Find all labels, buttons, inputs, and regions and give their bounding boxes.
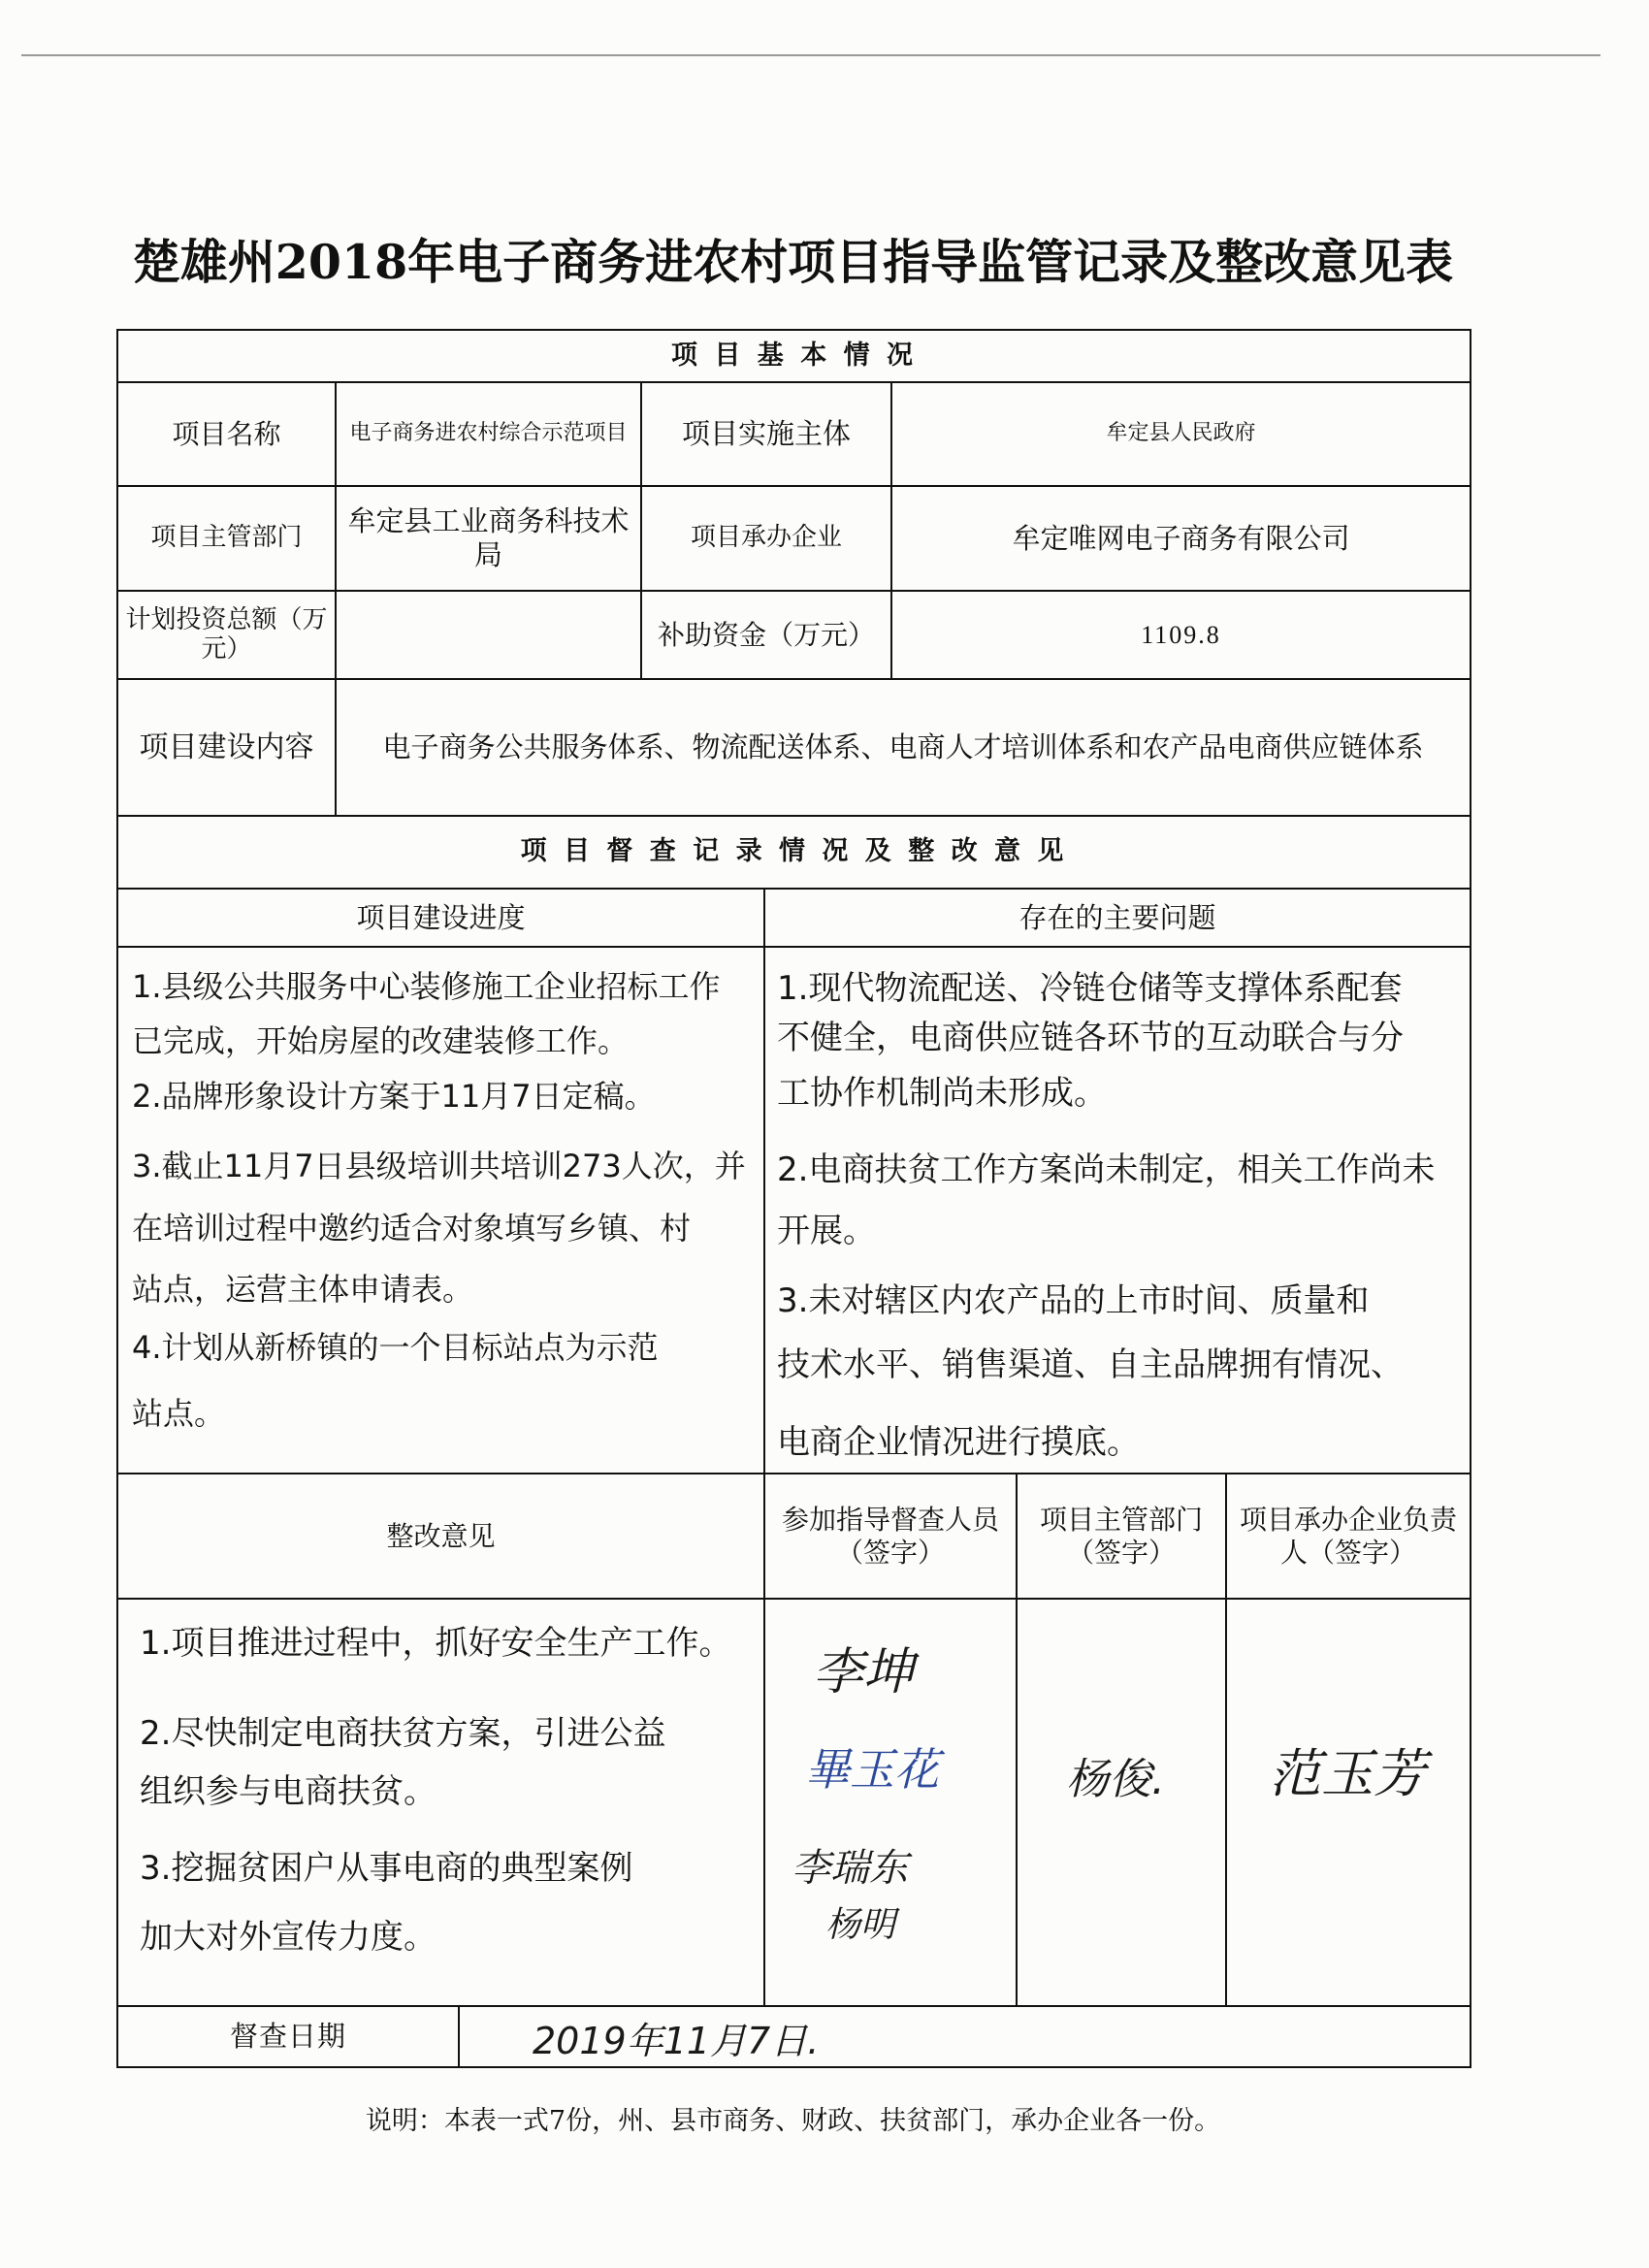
inspector-signature: 李瑞东: [792, 1846, 908, 1891]
inspectors-signatures: [765, 1600, 1018, 2007]
inspection-date-label: 督查日期: [118, 2007, 460, 2068]
department-signature: 杨俊.: [1066, 1755, 1165, 1804]
rectification-content: [118, 1600, 765, 2007]
inspector-signature: 李坤: [813, 1643, 915, 1701]
contractor-signature: 范玉芳: [1269, 1743, 1426, 1804]
rectification-line: 2.尽快制定电商扶贫方案，引进公益: [140, 1714, 666, 1753]
rectification-line: 3.挖掘贫困户从事电商的典型案例: [140, 1849, 633, 1888]
footer-note: 说明：本表一式7份，州、县市商务、财政、扶贫部门，承办企业各一份。: [365, 2106, 1221, 2136]
rectification-label: 整改意见: [118, 1474, 765, 1600]
inspectors-sign-label: 参加指导督查人员（签字）: [765, 1474, 1018, 1600]
issue-line: 开展。: [777, 1212, 876, 1250]
progress-label: 项目建设进度: [118, 890, 765, 948]
inspector-signature: 杨明: [825, 1905, 896, 1945]
construction-content-label: 项目建设内容: [118, 680, 337, 817]
contractor-sign-label: 项目承办企业负责人（签字）: [1227, 1474, 1471, 1600]
planned-investment-label: 计划投资总额（万元）: [118, 592, 337, 680]
issues-content: [765, 948, 1471, 1474]
issue-line: 工协作机制尚未形成。: [777, 1074, 1107, 1113]
subsidy-value: 1109.8: [892, 592, 1471, 680]
rectification-line: 组织参与电商扶贫。: [140, 1772, 436, 1811]
implementer-value: 牟定县人民政府: [892, 383, 1471, 487]
progress-line: 1.县级公共服务中心装修施工企业招标工作: [132, 968, 721, 1005]
progress-line: 已完成，开始房屋的改建装修工作。: [132, 1022, 630, 1059]
contractor-label: 项目承办企业: [642, 487, 892, 592]
department-value: 牟定县工业商务科技术局: [337, 487, 642, 592]
progress-line: 站点。: [132, 1395, 226, 1432]
progress-line: 站点，运营主体申请表。: [132, 1271, 474, 1308]
contractor-value: 牟定唯网电子商务有限公司: [892, 487, 1471, 592]
contractor-signature-cell: [1227, 1600, 1471, 2007]
rectification-line: 加大对外宣传力度。: [140, 1918, 436, 1957]
issue-line: 电商企业情况进行摸底。: [777, 1423, 1140, 1462]
form-title: 楚雄州2018年电子商务进农村项目指导监管记录及整改意见表: [132, 234, 1454, 290]
department-label: 项目主管部门: [118, 487, 337, 592]
rectification-line: 1.项目推进过程中，抓好安全生产工作。: [140, 1624, 732, 1663]
inspector-signature: 畢玉花: [805, 1743, 939, 1796]
issue-line: 3.未对辖区内农产品的上市时间、质量和: [777, 1281, 1370, 1320]
issue-line: 不健全，电商供应链各环节的互动联合与分: [777, 1019, 1404, 1057]
project-name-value: 电子商务进农村综合示范项目: [337, 383, 642, 487]
inspection-date: 2019年11月7日.: [533, 2020, 820, 2062]
section-heading-basic-info: 项 目 基 本 情 况: [118, 331, 1471, 383]
planned-investment-value: [337, 592, 642, 680]
department-signature-cell: [1018, 1600, 1227, 2007]
inspection-date-cell: [460, 2007, 1471, 2068]
subsidy-label: 补助资金（万元）: [642, 592, 892, 680]
department-sign-label: 项目主管部门（签字）: [1018, 1474, 1227, 1600]
progress-line: 在培训过程中邀约适合对象填写乡镇、村: [132, 1210, 692, 1247]
issues-label: 存在的主要问题: [765, 890, 1471, 948]
project-name-label: 项目名称: [118, 383, 337, 487]
progress-line: 4.计划从新桥镇的一个目标站点为示范: [132, 1329, 659, 1366]
issue-line: 2.电商扶贫工作方案尚未制定，相关工作尚未: [777, 1150, 1436, 1189]
inspection-form-table: [116, 329, 1471, 2068]
construction-content-value: 电子商务公共服务体系、物流配送体系、电商人才培训体系和农产品电商供应链体系: [337, 680, 1471, 817]
issue-line: 技术水平、销售渠道、自主品牌拥有情况、: [777, 1345, 1404, 1384]
progress-line: 3.截止11月7日县级培训共培训273人次，并: [132, 1148, 746, 1184]
scan-edge-line: [21, 54, 1600, 56]
section-heading-inspection: 项 目 督 查 记 录 情 况 及 整 改 意 见: [118, 817, 1471, 890]
progress-content: [118, 948, 765, 1474]
issue-line: 1.现代物流配送、冷链仓储等支撑体系配套: [777, 969, 1403, 1008]
implementer-label: 项目实施主体: [642, 383, 892, 487]
progress-line: 2.品牌形象设计方案于11月7日定稿。: [132, 1078, 656, 1115]
